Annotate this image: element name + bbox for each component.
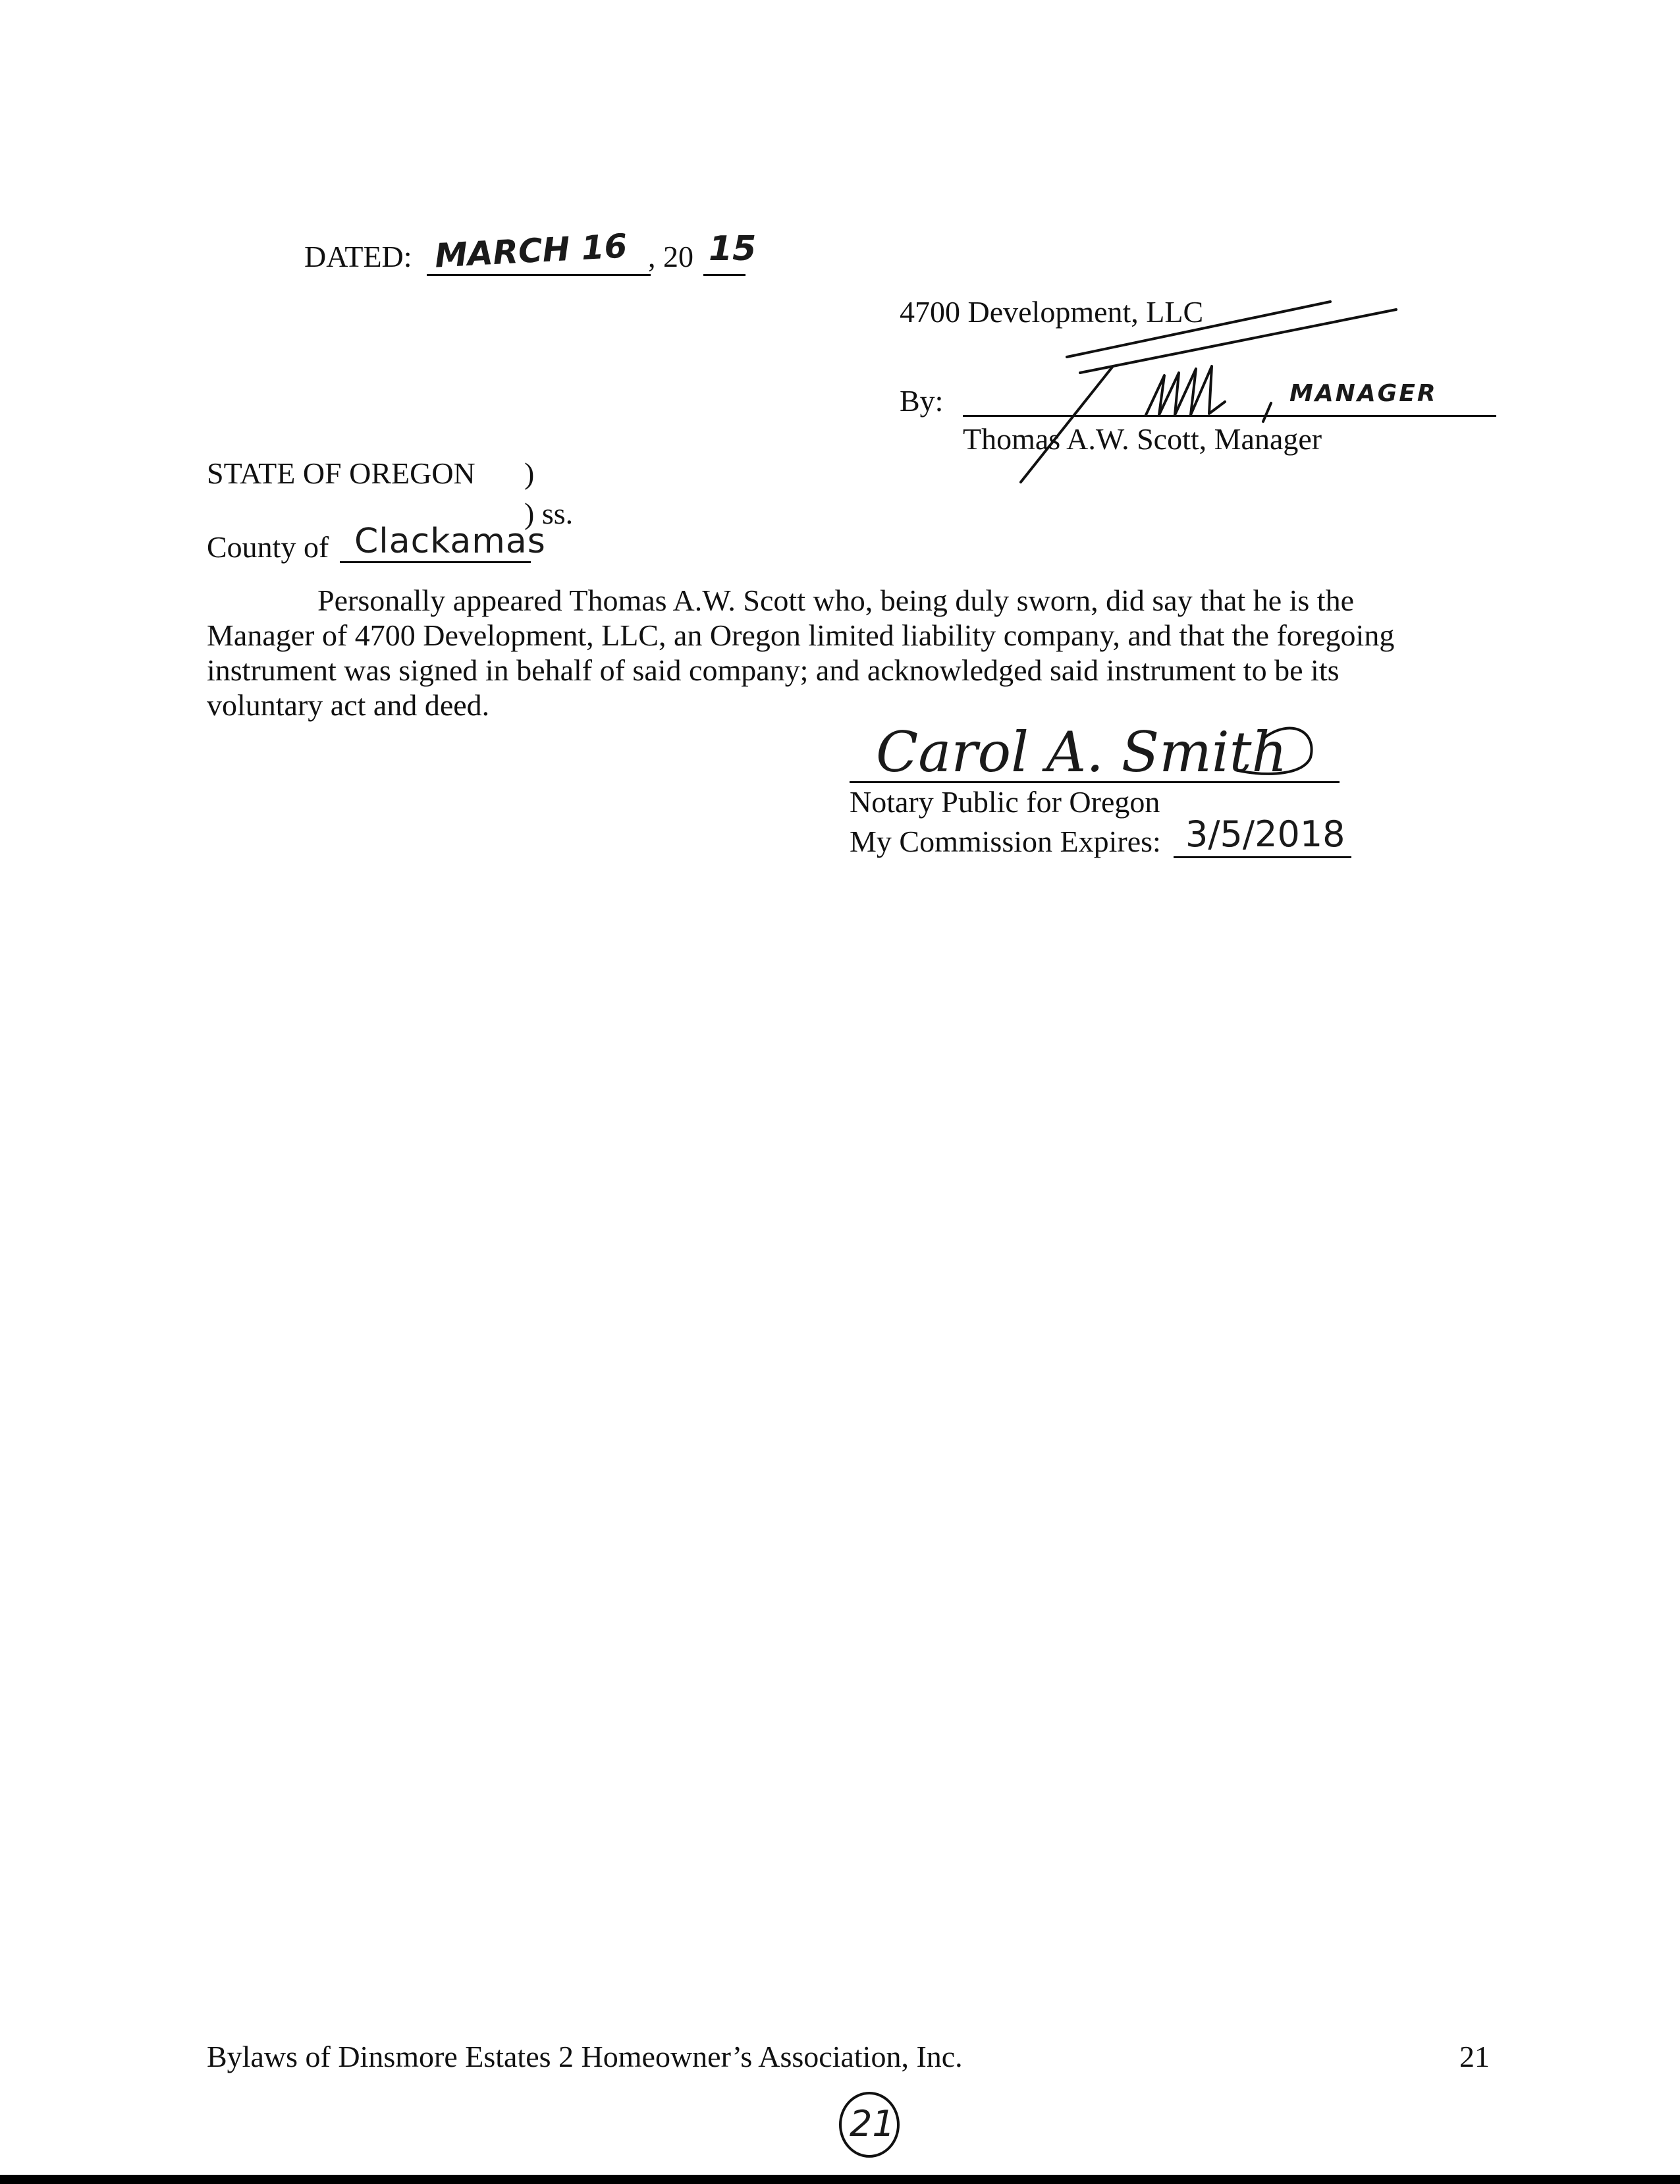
- manager-signature-stroke-2: [1080, 310, 1396, 373]
- dated-year-handwritten: 15: [709, 229, 757, 269]
- acknowledgment-line-3: instrument was signed in behalf of said company; and acknowledged said instrument to be its: [207, 653, 1340, 687]
- company-name: 4700 Development, LLC: [900, 295, 1204, 329]
- manager-signature-scribble: [1146, 366, 1225, 415]
- notary-signature-handwritten: Carol A. Smith: [876, 720, 1287, 784]
- acknowledgment-line-4: voluntary act and deed.: [207, 688, 490, 722]
- dated-year-prefix: , 20: [648, 240, 693, 273]
- acknowledgment-line-2: Manager of 4700 Development, LLC, an Oregon limited liability company, and that the foregoing: [207, 618, 1395, 652]
- signature-title-handwritten: MANAGER: [1289, 380, 1438, 407]
- notary-signature-loop: [1238, 728, 1312, 774]
- acknowledgment-line-1: Personally appeared Thomas A.W. Scott who, being duly sworn, did say that he is the: [317, 584, 1354, 617]
- by-label: By:: [900, 384, 944, 418]
- state-of-oregon: STATE OF OREGON: [207, 456, 475, 490]
- manager-signature-stroke-3: [1021, 366, 1113, 482]
- notary-title: Notary Public for Oregon: [850, 785, 1160, 819]
- signer-name: Thomas A.W. Scott, Manager: [963, 422, 1322, 456]
- dated-month-day-handwritten: MARCH 16: [433, 227, 628, 275]
- commission-expires-date-handwritten: 3/5/2018: [1185, 813, 1345, 855]
- scan-bottom-edge: [0, 2175, 1680, 2184]
- handwritten-page-stamp: 21: [850, 2103, 895, 2144]
- dated-label: DATED:: [304, 240, 412, 273]
- county-name-handwritten: Clackamas: [354, 522, 546, 561]
- footer-page-number: 21: [1459, 2040, 1490, 2073]
- county-label: County of: [207, 530, 329, 564]
- commission-expires-label: My Commission Expires:: [850, 825, 1161, 858]
- footer-title: Bylaws of Dinsmore Estates 2 Homeowner’s Association, Inc.: [207, 2040, 963, 2073]
- ss-label: ) ss.: [524, 497, 574, 530]
- manager-signature-comma: [1263, 403, 1271, 422]
- state-paren: ): [524, 456, 535, 490]
- page-stamp-circle: [840, 2093, 898, 2156]
